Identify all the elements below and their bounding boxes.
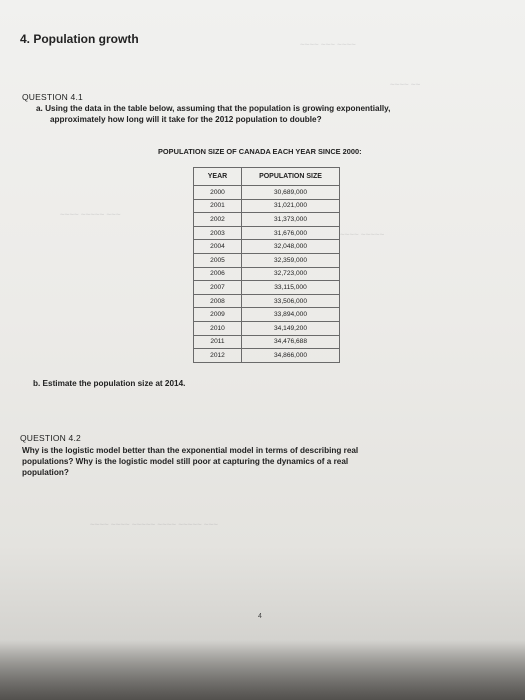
population-cell: 31,021,000 — [242, 199, 340, 213]
question-4-1-part-a: a. Using the data in the table below, assuming that the population is growing exponentially, — [36, 104, 391, 113]
header-year: YEAR — [194, 168, 242, 186]
year-cell: 2009 — [194, 308, 242, 322]
question-4-1-part-a-line2: approximately how long will it take for the 2012 population to double? — [50, 115, 322, 124]
year-cell: 2004 — [194, 240, 242, 254]
year-cell: 2005 — [194, 253, 242, 267]
table-row — [194, 240, 340, 254]
bleed-through-text: ~~~~ ~~ — [390, 80, 421, 89]
population-cell: 33,115,000 — [242, 281, 340, 295]
population-cell: 31,373,000 — [242, 213, 340, 227]
table-row — [194, 213, 340, 227]
table-header-row — [194, 168, 340, 186]
year-cell: 2011 — [194, 335, 242, 349]
page-number: 4 — [258, 613, 262, 620]
population-cell: 34,476,688 — [242, 335, 340, 349]
year-cell: 2001 — [194, 199, 242, 213]
table-row — [194, 186, 340, 200]
year-cell: 2012 — [194, 349, 242, 363]
question-4-1-part-b: b. Estimate the population size at 2014. — [33, 379, 186, 388]
population-cell: 32,359,000 — [242, 253, 340, 267]
year-cell: 2007 — [194, 281, 242, 295]
table-title: POPULATION SIZE OF CANADA EACH YEAR SINCE 2000: — [158, 147, 362, 156]
table-row — [194, 281, 340, 295]
question-4-2-line1: Why is the logistic model better than the exponential model in terms of describing real — [22, 446, 359, 455]
population-cell: 30,689,000 — [242, 186, 340, 200]
year-cell: 2002 — [194, 213, 242, 227]
table-row — [194, 308, 340, 322]
question-4-2-line2: populations? Why is the logistic model still poor at capturing the dynamics of a real — [22, 457, 349, 466]
bleed-through-text: ~~~~ ~~~~~ — [340, 230, 385, 239]
table-row — [194, 294, 340, 308]
population-cell: 34,149,200 — [242, 321, 340, 335]
section-title: 4. Population growth — [20, 32, 139, 46]
question-4-2-label: QUESTION 4.2 — [20, 433, 81, 443]
table-row — [194, 199, 340, 213]
population-cell: 32,048,000 — [242, 240, 340, 254]
bleed-through-text: ~~~~ ~~~ ~~~~ — [300, 40, 356, 49]
year-cell: 2006 — [194, 267, 242, 281]
population-cell: 33,506,000 — [242, 294, 340, 308]
year-cell: 2003 — [194, 226, 242, 240]
table-row — [194, 253, 340, 267]
population-cell: 34,866,000 — [242, 349, 340, 363]
bleed-through-text: ~~~~ ~~~~ ~~~~~ ~~~~ ~~~~~ ~~~ — [90, 520, 218, 529]
photo-shadow — [0, 640, 525, 700]
table-row — [194, 226, 340, 240]
year-cell: 2008 — [194, 294, 242, 308]
population-cell: 32,723,000 — [242, 267, 340, 281]
population-cell: 33,894,000 — [242, 308, 340, 322]
header-population: POPULATION SIZE — [242, 168, 340, 186]
bleed-through-text: ~~~~ ~~~~~ ~~~ — [60, 210, 121, 219]
table-row — [194, 349, 340, 363]
table-row — [194, 267, 340, 281]
question-4-2-line3: population? — [22, 468, 69, 477]
year-cell: 2010 — [194, 321, 242, 335]
question-4-1-label: QUESTION 4.1 — [22, 92, 83, 102]
population-cell: 31,676,000 — [242, 226, 340, 240]
table-row — [194, 335, 340, 349]
year-cell: 2000 — [194, 186, 242, 200]
population-table — [193, 167, 340, 363]
table-row — [194, 321, 340, 335]
